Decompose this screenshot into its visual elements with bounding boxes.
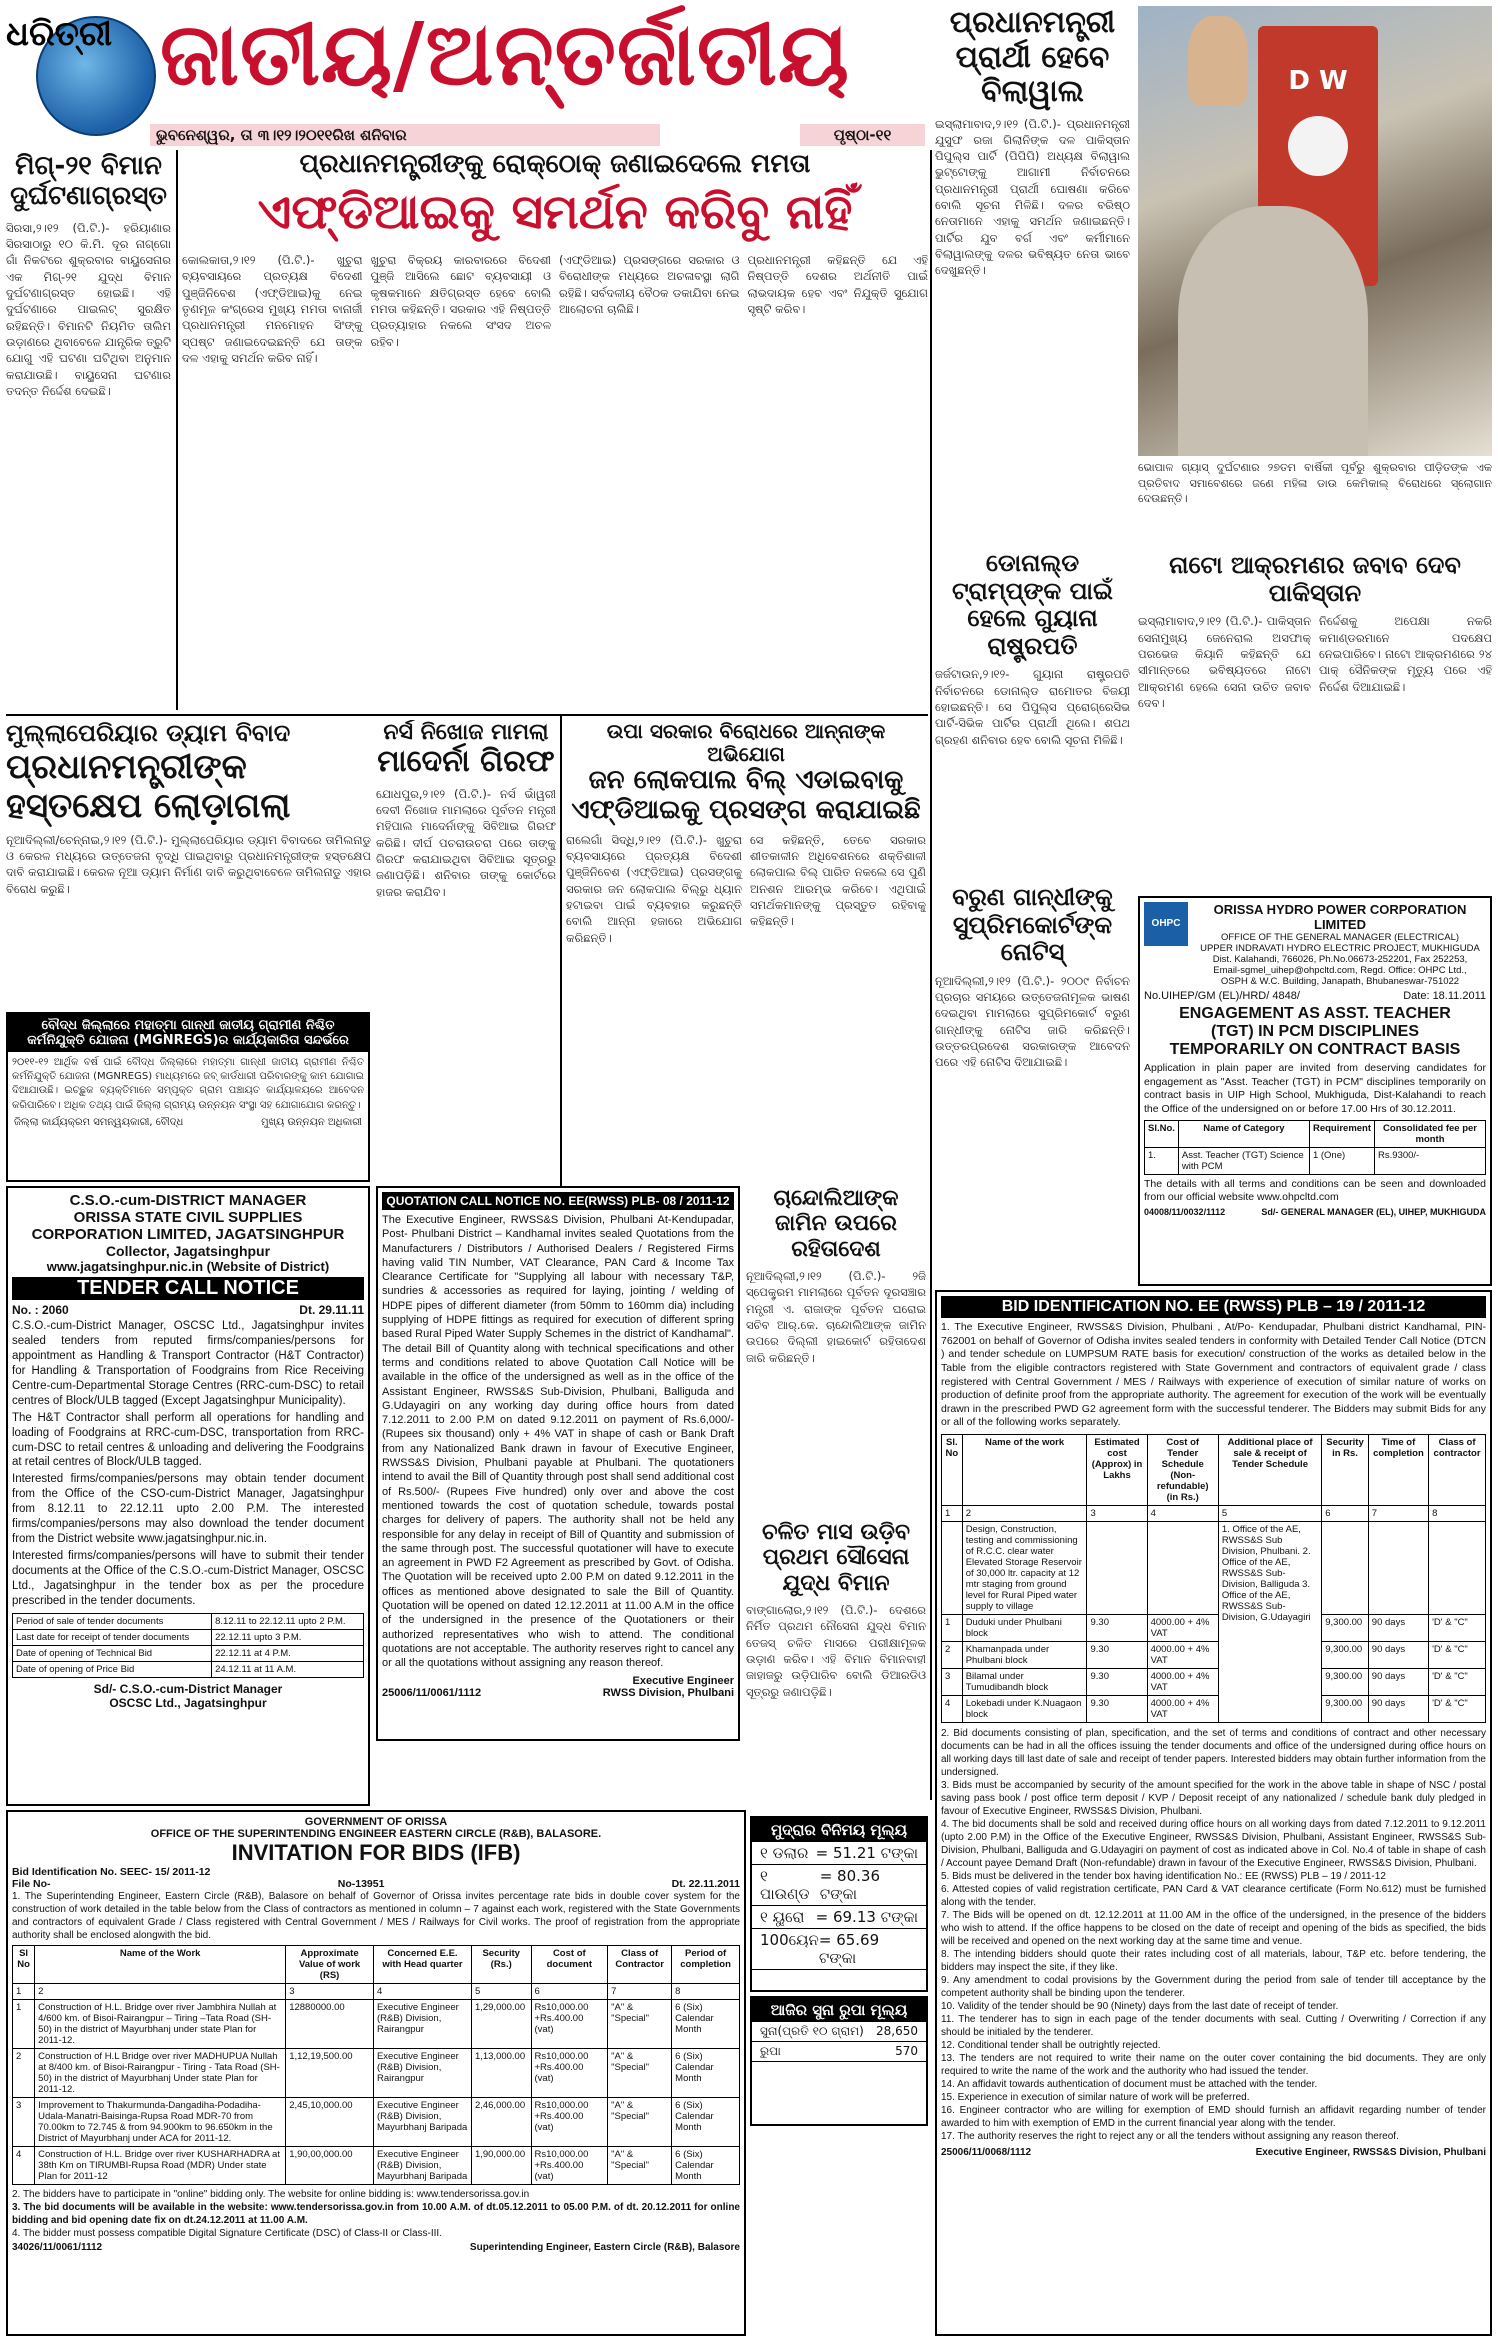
- bid-banner: BID IDENTIFICATION NO. EE (RWSS) PLB – 19 / 2011-12: [941, 1296, 1486, 1318]
- column-number: 8: [1429, 1506, 1486, 1522]
- table-cell: 9.30: [1087, 1642, 1147, 1669]
- notice-body: ୨୦୧୧-୧୨ ଆର୍ଥିକ ବର୍ଷ ପାଇଁ ବୌଦ୍ଧ ଜିଲ୍ଲାରେ ମହାତ୍ମା ଗାନ୍ଧୀ ଜାତୀୟ ଗ୍ରାମୀଣ ନିଶ୍ଚିତ କର୍ମନିଯୁକ୍ତି ଯୋଜନା (MGNREGS) ମାଧ୍ୟମରେ ଜବ୍ କାର୍ଡଧାରୀ ପରିବାରଙ୍କୁ କାମ ଯୋଗାଇ ଦିଆଯାଉଛି। ଇଚ୍ଛୁକ ବ୍ୟକ୍ତିମାନେ ସମ୍ପୃକ୍ତ ଗ୍ରାମ ପଞ୍ଚାୟତ କାର୍ଯ୍ୟାଳୟରେ ଆବେଦନ କରିପାରିବେ। ଅଧିକ ତଥ୍ୟ ପାଇଁ ଜିଲ୍ଲା ଗ୍ରାମ୍ୟ ଉନ୍ନୟନ ସଂସ୍ଥା ସହ ଯୋଗାଯୋଗ କରନ୍ତୁ।: [12, 1057, 364, 1111]
- signature-line-1: Sd/- C.S.O.-cum-District Manager: [93, 1681, 283, 1696]
- table-header: Class of Contractor: [608, 1946, 672, 1984]
- currency-value: = 51.21 ଟଙ୍କା: [815, 1844, 918, 1862]
- quotation-body: The Executive Engineer, RWSS&S Division, Phulbani At-Kendupadar, Post- Phulbani District – Kandhamal invites sealed Quotations from the Manufacturers / Distributors / Authorised Dealers / Registered Firms having valid TIN Number, VAT Clearance, PAN Card & Income Tax Clearance Certificate for "Supplying all labour with necessary T&P, sundries & accessories as required for laying, jointing / welding of HDPE pipes of different diameter (from 50mm to 160mm dia) including supplying of HDPE fittings as required for execution of different spring based Rural Piped Water Supply Schemes in the district of Kandhamal". The detail Bill of Quantity along with technical specifications and other terms and conditions related to above Quotation Call Notice will be available in the office of the undersigned as well as in the office of the Assistant Engineer, RWSS&S Sub-Division, Phulbani, Balliguda and G.Udayagiri on any working day during office hours from dated 7.12.2011 to 2.00 P.M on dated 9.12.2011 on payment of Rs.6,000/- (Rupees six thousand) only + 4% VAT in shape of cash or Bank Draft from any Nationalized Bank drawn in favour of Executive Engineer, RWSS&S Division, Phulbani payable at Phulbani. The quotationers intend to avail the Bill of Quantity through post shall send additional cost of Rs.500/- (Rupees Five hundred) only over and above the cost mentioned towards the cost of quotation schedule, towards postal charges for delivery of papers. The authority shall not be held any responsible for any delay in receipt of Bill of Quantity and submission of the same through post. The successful quotationer will have to execute an agreement in PWD F2 Agreement as prescribed by Govt. of Odisha. The Quotation will be received upto 2.00 P.M on dated 9.12.2011 in the offices as mentioned above designated to sale the Bill of Quantity. Quotation will be opened on dated 12.12.2011 at 11.00 A.M in the office of the undersigned in the presence of the Quotationers or their authorized representatives who wish to attend. The conditional quotations are not acceptable. The authority reserves right to cancel any or all the quotations without assigning any reason thereof.: [382, 1214, 735, 1670]
- bid-note: 5. Bids must be delivered in the tender box having identification No.: EE (RWSS) PLB – 19 / 2011-12: [941, 1871, 1386, 1883]
- table-header: Cost of Tender Schedule (Non-refundable) (in Rs.): [1147, 1435, 1218, 1506]
- note-2: 2. The bidders have to participate in "online" bidding only. The website for online bidding is: www.tendersorissa.gov.in: [12, 2189, 530, 2200]
- kicker: ପ୍ରଧାନମନ୍ତ୍ରୀଙ୍କୁ ରୋକ୍‌ଠୋକ୍ ଜଣାଇଦେଲେ ମମତା: [299, 150, 811, 179]
- table-cell: Last date for receipt of tender documents: [13, 1629, 212, 1645]
- column-number: 5: [471, 1984, 531, 2000]
- column-1: ରାଲେଗାଁ ସିଦ୍ଧି,୨।୧୨ (ପି.ଟି.)- ଖୁଚୁରା ବ୍ୟବସାୟରେ ପ୍ରତ୍ୟକ୍ଷ ବିଦେଶୀ ପୁଞ୍ଜିନିବେଶ (ଏଫ୍‌ଡିଆଇ) ପ୍ରସଙ୍ଗକୁ ସରକାର ଜନ ଲୋକପାଲ ବିଲ୍‌ରୁ ଧ୍ୟାନ ହଟାଇବା ପାଇଁ ବ୍ୟବହାର କରୁଛନ୍ତି ବୋଲି ଆନ୍ନା ହଜାରେ ଅଭିଯୋଗ କରିଛନ୍ତି।: [566, 832, 742, 945]
- metal-value: 570: [895, 2044, 918, 2058]
- table-cell: 9,300.00: [1322, 1615, 1369, 1642]
- table-header: Additional place of sale & receipt of Tender Schedule: [1218, 1435, 1321, 1506]
- column-number: 7: [608, 1984, 672, 2000]
- headline: ପ୍ରଧାନମନ୍ତ୍ରୀ ପ୍ରାର୍ଥୀ ହେବେ ବିଲାୱାଲ: [949, 6, 1116, 109]
- signature: Executive Engineer, RWSS&S Division, Phulbani: [1255, 2147, 1486, 2159]
- table-cell: 2,45,10,000.00: [286, 2098, 374, 2147]
- currency-label: ୧ ୟୁରୋ: [760, 1908, 805, 1926]
- table-cell: 4000.00 + 4% VAT: [1147, 1615, 1218, 1642]
- column-number: 3: [286, 1984, 374, 2000]
- quotation-call-notice: [376, 1186, 740, 1741]
- section-title: ଜାତୀୟ/ଅନ୍ତର୍ଜାତୀୟ: [160, 4, 850, 105]
- metal-value: 28,650: [876, 2024, 918, 2038]
- ifb-title: INVITATION FOR BIDS (IFB): [231, 1840, 521, 1865]
- paragraph-3: Interested firms/companies/persons may obtain tender document from the Office of the CSO-cum-District Manager, Jagatsinghpur from 8.12.11 to 22.12.11 upto 2.00 P.M. The interested firms/companies/persons may also download the tender document from the District website www.jagatsinghpur.nic.in.: [12, 1473, 364, 1546]
- ohpc-logo: OHPC: [1144, 902, 1188, 946]
- signature: Superintending Engineer, Eastern Circle (R&B), Balasore: [469, 2242, 740, 2253]
- table-cell: 4000.00 + 4% VAT: [1147, 1696, 1218, 1723]
- table-cell: 4000.00 + 4% VAT: [1147, 1642, 1218, 1669]
- table-cell: 1,90,00,000.00: [286, 2147, 374, 2185]
- signature-line-2: RWSS Division, Phulbani: [602, 1686, 734, 1699]
- tender-banner: TENDER CALL NOTICE: [12, 1277, 364, 1300]
- column-3: (ଏଫ୍‌ଡିଆଇ) ପ୍ରସଙ୍ଗରେ ସରକାର ଓ ବିରୋଧୀଙ୍କ ମଧ୍ୟରେ ଅଚଳାବସ୍ଥା ଲାଗି ରହିଛି। ସର୍ବଦଳୀୟ ବୈଠକ ଡକାଯିବା ନେଇ ଆଲୋଚନା ଚାଲିଛି।: [559, 252, 740, 316]
- column-2: ନିର୍ଦ୍ଦେଶକୁ ଅପେକ୍ଷା ନକରି କମାଣ୍ଡରମାନେ ପଦକ୍ଷେପ ନେଇପାରିବେ। ନାଟୋ ଆକ୍ରମଣରେ ୨୪ ପାକ୍ ସୈନିକଙ୍କ ମୃତ୍ୟୁ ପରେ ଏହି ନିର୍ଦ୍ଦେଶ ଦିଆଯାଇଛି।: [1319, 614, 1492, 694]
- schedule-table: [12, 1613, 364, 1678]
- heading-2: ORISSA STATE CIVIL SUPPLIES: [73, 1209, 303, 1226]
- table-cell: 'D' & "C": [1429, 1615, 1486, 1642]
- headline: ଚାନ୍ଦୋଲିଆଙ୍କ ଜାମିନ ଉପରେ ରହିତାଦେଶ: [773, 1186, 899, 1262]
- bid-note: 12. Conditional tender shall be outrightly rejected.: [941, 2040, 1161, 2052]
- address-line: OFFICE OF THE GENERAL MANAGER (ELECTRICAL): [1220, 932, 1460, 943]
- column-2: ସେ କହିଛନ୍ତି, ତେବେ ସରକାର ଶୀତକାଳୀନ ଅଧିବେଶନରେ ଶକ୍ତିଶାଳୀ ଲୋକପାଲ ବିଲ୍ ପାରିତ ନକଲେ ସେ ପୁଣି ଅନଶନ ଆରମ୍ଭ କରିବେ। ଏଥିପାଇଁ ସମର୍ଥକମାନଙ୍କୁ ପ୍ରସ୍ତୁତ ରହିବାକୁ କହିଛନ୍ତି।: [750, 832, 926, 929]
- bid-note: 13. The tenders are not required to write their name on the outer cover containing the bid documents. They are only required to write the name of the work and the authority who had issued the tender.: [941, 2053, 1486, 2078]
- heading-1: C.S.O.-cum-DISTRICT MANAGER: [69, 1192, 307, 1209]
- table-cell: Date of opening of Price Bid: [13, 1661, 212, 1677]
- table-cell: 'D' & "C": [1429, 1669, 1486, 1696]
- column-4: ପ୍ରଧାନମନ୍ତ୍ରୀ କହିଛନ୍ତି ଯେ ଏହି ନିଷ୍ପତ୍ତି ଦେଶର ଅର୍ଥନୀତି ପାଇଁ ଲାଭଦାୟକ ହେବ ଏବଂ ନିଯୁକ୍ତି ସୁଯୋଗ ସୃଷ୍ଟି କରିବ।: [747, 252, 928, 316]
- table-cell: 4: [942, 1696, 963, 1723]
- signature-line-2: OSCSC Ltd., Jagatsinghpur: [109, 1695, 267, 1710]
- table-cell: 90 days: [1368, 1642, 1428, 1669]
- column-number: 7: [1368, 1506, 1428, 1522]
- table-cell: Improvement to Thakurmunda-Dangadiha-Podadiha-Udala-Manatri-Baisinga-Rupsa Road MDR-70 from 70.00km to 72.745 & from 94.900km to 96.650km in the District of Mayurbhanj under ACA for 2011-12.: [35, 2098, 286, 2147]
- kicker: ନର୍ସ ନିଖୋଜ ମାମଲା: [383, 720, 549, 745]
- column-1: ଇସ୍‌ଲାମାବାଦ,୨।୧୨ (ପି.ଟି.)- ପାକିସ୍ତାନ ସେନାମୁଖ୍ୟ ଜେନେରାଲ ଅସଫାକ୍ ପରଭେଜ କିୟାନି କହିଛନ୍ତି ଯେ ସୀମାନ୍ତରେ ଭବିଷ୍ୟତରେ ନାଟୋ ଆକ୍ରମଣ ହେଲେ ସେନା ଉଚିତ ଜବାବ ଦେବ।: [1138, 614, 1311, 710]
- column-number: 6: [531, 1984, 608, 2000]
- currency-label: ୧ ଡଲାର: [760, 1844, 809, 1862]
- table-cell: 4000.00 + 4% VAT: [1147, 1669, 1218, 1696]
- table-cell: 1 (One): [1309, 1147, 1374, 1174]
- column-number: 8: [672, 1984, 740, 2000]
- table-cell: "A" & "Special": [608, 2098, 672, 2147]
- table-header: Consolidated fee per month: [1375, 1120, 1486, 1147]
- column-number: 2: [35, 1984, 286, 2000]
- table-header: Security (Rs.): [471, 1946, 531, 1984]
- table-cell: 22.12.11 at 4 P.M.: [212, 1645, 364, 1661]
- table-cell: Rs10,000.00 +Rs.400.00 (vat): [531, 2000, 608, 2049]
- currency-label: ୧ ପାଉଣ୍ଡ: [760, 1867, 810, 1903]
- table-cell: 90 days: [1368, 1696, 1428, 1723]
- vacancy-table: [1144, 1120, 1486, 1175]
- bid-note: 6. Attested copies of valid registration certificate, PAN Card & VAT clearance certificate (Form No.612) must be furnished along with the tender.: [941, 1884, 1486, 1909]
- metal-label: ସୁନା(ପ୍ରତି ୧୦ ଗ୍ରାମ): [760, 2024, 864, 2038]
- table-cell: 1: [942, 1615, 963, 1642]
- paragraph-2: The H&T Contractor shall perform all operations for handling and loading of Foodgrains at RRC-cum-DSC, transportation from RRC-cum-DSC to retail centres & unloading and delivering the Foodgrains at retail centres of Block/ULB tagged.: [12, 1411, 364, 1469]
- heading-3: CORPORATION LIMITED, JAGATSINGHPUR: [31, 1226, 345, 1243]
- currency-value: = 65.69 ଟଙ୍କା: [818, 1931, 880, 1967]
- table-header: Sl. No: [942, 1435, 963, 1506]
- gold-title: ଆଜିର ସୁନା ରୁପା ମୂଲ୍ୟ: [752, 1998, 926, 2022]
- table-cell: Executive Engineer (R&B) Division, Mayurbhanj Baripada: [373, 2147, 471, 2185]
- table-cell: Date of opening of Technical Bid: [13, 1645, 212, 1661]
- column-number: 3: [1087, 1506, 1147, 1522]
- article-body: ଇସ୍‌ଲାମାବାଦ,୨।୧୨ (ପି.ଟି.)- ପ୍ରଧାନମନ୍ତ୍ରୀ ଯୁସୁଫ ରଜା ଗିଲାନିଙ୍କ ଦଳ ପାକିସ୍ତାନ ପିପୁଲ୍‌ସ ପାର୍ଟି (ପିପିପି) ଅଧ୍ୟକ୍ଷ ବିଲାୱାଲ ଭୁଟ୍ଟୋଙ୍କୁ ଆଗାମୀ ନିର୍ବାଚନରେ ପ୍ରଧାନମନ୍ତ୍ରୀ ପ୍ରାର୍ଥୀ ଘୋଷଣା କରିବେ ବୋଲି ସୂଚନା ମିଳିଛି। ଦଳର ବରିଷ୍ଠ ନେତାମାନେ ଏହାକୁ ସମର୍ଥନ ଜଣାଇଛନ୍ତି। ପାର୍ଟିର ଯୁବ ବର୍ଗ ଏବଂ କର୍ମୀମାନେ ବିଲାୱାଲଙ୍କୁ ଦଳର ଭବିଷ୍ୟତ ନେତା ଭାବେ ଦେଖୁଛନ୍ତି।: [935, 116, 1130, 278]
- paragraph-1: 1. The Superintending Engineer, Eastern Circle (R&B), Balasore on behalf of Governor of Orissa invites percentage rate bids in double cover system for the construction of work detailed in the table below from the Class of contractors as mentioned in column – 7 against each work, registered with the State Governments and contractors of equivalent Grade / Class registered with Central Government / MES / Railways for Civil works. The proof of registration from the appropriate authority shall be enclosed alongwith the bid.: [12, 1891, 740, 1941]
- headline: ବରୁଣ ଗାନ୍ଧୀଙ୍କୁ ସୁପ୍ରିମକୋର୍ଟଙ୍କ ନୋଟିସ୍: [952, 884, 1113, 967]
- table-cell: Asst. Teacher (TGT) Science with PCM: [1178, 1147, 1309, 1174]
- table-cell: 'D' & "C": [1429, 1642, 1486, 1669]
- pm-candidate-story: [935, 6, 1130, 546]
- table-cell: "A" & "Special": [608, 2049, 672, 2098]
- column-2: ଖୁଚୁରା ବିକ୍ରୟ କାରବାରରେ ବିଦେଶୀ ପୁଞ୍ଜି ଆସିଲେ ଛୋଟ ବ୍ୟବସାୟୀ ଓ କୃଷକମାନେ କ୍ଷତିଗ୍ରସ୍ତ ହେବେ ବୋଲି ମମତା କହିଛନ୍ତି। ସରକାର ଏହି ନିଷ୍ପତ୍ତି ପ୍ରତ୍ୟାହାର ନକଲେ ସଂସଦ ଅଚଳ ରହିବ।: [370, 252, 551, 349]
- table-cell: 2: [13, 2049, 35, 2098]
- raised-fist: [1188, 16, 1248, 106]
- address-line: OSPH & W.C. Building, Janapath, Bhubaneswar-751022: [1220, 976, 1460, 987]
- table-cell: 9.30: [1087, 1615, 1147, 1642]
- article-body: ନୂଆଦିଲ୍ଲୀ,୨।୧୨ (ପି.ଟି.)- ୨ଜି ସ୍ପେକ୍ଟ୍ରମ ମାମଲାରେ ପୂର୍ବତନ ଦୂରସଞ୍ଚାର ମନ୍ତ୍ରୀ ଏ. ରାଜାଙ୍କ ପୂର୍ବତନ ଘରୋଇ ସଚିବ ଆର୍.କେ. ଚାନ୍ଦୋଲିଆଙ୍କ ଜାମିନ ଉପରେ ଦିଲ୍ଲୀ ହାଇକୋର୍ଟ ରହିତାଦେଶ ଜାରି କରିଛନ୍ତି।: [746, 1268, 926, 1365]
- address-line: UPPER INDRAVATI HYDRO ELECTRIC PROJECT, MUKHIGUDA: [1200, 943, 1480, 954]
- table-cell: 6 (Six) Calendar Month: [672, 2049, 740, 2098]
- varun-gandhi-story: [935, 884, 1130, 1284]
- column-number: 1: [942, 1506, 963, 1522]
- table-cell: 'D' & "C": [1429, 1696, 1486, 1723]
- reference-number: 25006/11/0061/1112: [382, 1686, 482, 1699]
- signature-left: ଜିଲ୍ଲା କାର୍ଯ୍ୟକ୍ରମ ସମନ୍ୱୟକାରୀ, ବୌଦ୍ଧ: [14, 1116, 184, 1128]
- photo-caption: ଭୋପାଳ ଗ୍ୟାସ୍ ଦୁର୍ଘଟଣାର ୨୭ତମ ବାର୍ଷିକୀ ପୂର୍ବରୁ ଶୁକ୍ରବାର ପୀଡ଼ିତଙ୍କ ଏକ ପ୍ରତିବାଦ ସମାବେଶରେ ଜଣେ ମହିଳା ଡାଉ କେମିକାଲ୍ ବିରୋଧରେ ସ୍ଲୋଗାନ ଦେଉଛନ୍ତି।: [1138, 461, 1492, 506]
- column-number: 1: [13, 1984, 35, 2000]
- table-cell: 6 (Six) Calendar Month: [672, 2098, 740, 2147]
- ifb-notice: [6, 1810, 746, 2336]
- banner-text: D W: [1288, 66, 1348, 96]
- kicker: ମୁଲ୍ଲାପେରିୟାର ଡ୍ୟାମ ବିବାଦ: [6, 720, 291, 747]
- bid-note: 15. Experience in execution of similar nature of work will be preferred.: [941, 2092, 1250, 2104]
- table-header: Cost of document: [531, 1946, 608, 1984]
- table-cell: Construction of H.L. Bridge over river KUSHARHADRA at 38th Km on TIRUMBI-Rupsa Road (MDR) Under state Plan for 2011-12: [35, 2147, 286, 2185]
- skull-icon: [1288, 116, 1348, 176]
- table-header: Sl.No.: [1145, 1120, 1179, 1147]
- newspaper-logo: [6, 6, 186, 136]
- heading-4: Collector, Jagatsinghpur: [105, 1243, 271, 1259]
- currency-value: = 80.36 ଟଙ୍କା: [819, 1867, 880, 1903]
- ifb-works-table: [12, 1945, 740, 2185]
- headline: ମିଗ୍-୨୧ ବିମାନ ଦୁର୍ଘଟଣାଗ୍ରସ୍ତ: [10, 152, 167, 211]
- ohpc-advertisement: [1138, 896, 1492, 1286]
- bid-note: 2. Bid documents consisting of plan, specification, and the set of terms and conditions of contract and other necessary documents can be had in all the offices issuing the tender documents and office of the undersigned during office hours on all working days till last date of sale and receipt of tender papers. Interested bidders may obtain further information from the undersigned.: [941, 1728, 1486, 1779]
- table-cell: Rs.9300/-: [1375, 1147, 1486, 1174]
- table-cell: 6 (Six) Calendar Month: [672, 2000, 740, 2049]
- rates-title: ମୁଦ୍ରାର ବିନିମୟ ମୂଲ୍ୟ: [752, 1818, 926, 1842]
- letter-number: No-13951: [337, 1878, 385, 1890]
- table-header: Time of completion: [1368, 1435, 1428, 1506]
- headline: ଡୋନାଲ୍ଡ ଟ୍ରାମ୍ପ୍‌ଙ୍କ ପାଇଁ ହେଲେ ଗୁୟାନା ରାଷ୍ଟ୍ରପତି: [952, 550, 1113, 660]
- column-number: 5: [1218, 1506, 1321, 1522]
- column-number: 2: [962, 1506, 1087, 1522]
- paragraph-1: 1. The Executive Engineer, RWSS&S Division, Phulbani , At/Po- Kendupadar, Phulbani district Kandhamal, PIN-762001 on behalf of Governor of Odisha invites sealed tenders in conformity with Detailed Tender Call Notice (DTCN ) and tender schedule on LUMPSUM RATE basis for execution/ construction of the works as detailed below in the Table from the eligible contractors registered with State Government and contractors of equivalent grade / class registered with Central Government / MES / Railways with experience of execution of similar nature of works on production of definite proof from the appropriate authority. The agreement for execution of the work will be eventually drawn in the prescribed PWD G2 agreement form with the successful tenderer. The Bidders may submit Bids for any or all of the following works separately.: [941, 1321, 1486, 1429]
- bid-note: 9. Any amendment to codal provisions by the Government during the period from sale of tender till acceptance by the competent authority shall be binding upon the tenderer.: [941, 1975, 1486, 2000]
- table-cell: 1.: [1145, 1147, 1179, 1174]
- table-header: Period of completion: [672, 1946, 740, 1984]
- table-cell: 8.12.11 to 22.12.11 upto 2 P.M.: [212, 1613, 364, 1629]
- mullaperiyar-story: [6, 720, 371, 1010]
- headline: ମାଦେର୍ନା ଗିରଫ: [377, 744, 555, 780]
- table-cell: "A" & "Special": [608, 2147, 672, 2185]
- guyana-story: [935, 550, 1130, 880]
- table-header: Approximate Value of work (RS): [286, 1946, 374, 1984]
- table-cell: 1,29,000.00: [471, 2000, 531, 2049]
- article-body: ନୂଆଦିଲ୍ଲୀ,୨।୧୨ (ପି.ଟି.)- ୨୦୦୯ ନିର୍ବାଚନ ପ୍ରଚାର ସମୟରେ ଉତ୍ତେଜନାମୂଳକ ଭାଷଣ ଦେଇଥିବା ମାମଲାରେ ସୁପ୍ରିମକୋର୍ଟ ବରୁଣ ଗାନ୍ଧୀଙ୍କୁ ନୋଟିସ ଜାରି କରିଛନ୍ତି। ଉତ୍ତରପ୍ରଦେଶ ସରକାରଙ୍କ ଆବେଦନ ପରେ ଏହି ନୋଟିସ ଦିଆଯାଇଛି।: [935, 973, 1130, 1070]
- table-cell: Rs10,000.00 +Rs.400.00 (vat): [531, 2098, 608, 2147]
- metal-label: ରୁପା: [760, 2044, 781, 2058]
- letter-date: Date: 18.11.2011: [1403, 990, 1486, 1002]
- headline: ନାଟୋ ଆକ୍ରମଣର ଜବାବ ଦେବ ପାକିସ୍ତାନ: [1169, 552, 1461, 607]
- column-1: କୋଲକାତା,୨।୧୨ (ପି.ଟି.)- ଖୁଚୁରା ବ୍ୟବସାୟରେ ପ୍ରତ୍ୟକ୍ଷ ବିଦେଶୀ ପୁଞ୍ଜିନିବେଶ (ଏଫ୍‌ଡିଆଇ)କୁ ନେଇ ତୃଣମୂଳ କଂଗ୍ରେସ ମୁଖ୍ୟ ମମତା ବାନାର୍ଜୀ ପ୍ରଧାନମନ୍ତ୍ରୀ ମନମୋହନ ସିଂଙ୍କୁ ସ୍ପଷ୍ଟ ଜଣାଇଦେଇଛନ୍ତି ଯେ ତାଙ୍କ ଦଳ ଏହାକୁ ସମର୍ଥନ କରିବ ନାହିଁ।: [182, 252, 363, 365]
- bid-identification: Bid Identification No. SEEC- 15/ 2011-12: [12, 1866, 211, 1878]
- bid-notes: [941, 1727, 1486, 2143]
- works-table: [941, 1434, 1486, 1723]
- bid-notice-19: [935, 1290, 1492, 2336]
- table-cell: Executive Engineer (R&B) Division, Mayurbhanj Baripada: [373, 2098, 471, 2147]
- currency-value: = 69.13 ଟଙ୍କା: [815, 1908, 918, 1926]
- table-cell: 90 days: [1368, 1669, 1428, 1696]
- dateline: ଭୁବନେଶ୍ୱର, ତା ୩।୧୨।୨୦୧୧ରିଖ ଶନିବାର: [150, 124, 660, 146]
- table-cell: 9,300.00: [1322, 1669, 1369, 1696]
- table-cell: 2: [942, 1642, 963, 1669]
- table-header: Concerned E.E. with Head quarter: [373, 1946, 471, 1984]
- table-cell: 6 (Six) Calendar Month: [672, 2147, 740, 2185]
- website-link[interactable]: www.jagatsinghpur.nic.in (Website of District): [46, 1259, 330, 1274]
- bid-note: 16. Engineer contractor who are willing for exemption of EMD should furnish an affidavit regarding number of tender awarded to him with exemption of EMD in the current financial year along with the tender.: [941, 2105, 1486, 2130]
- ad-body: Application in plain paper are invited from deserving candidates for engagement as "Asst. Teacher (TGT) in PCM" disciplines temporarily on contract basis in UIP High School, Mukhiguda, Dist-Kalahandi to reach the Office of the undersigned on or before 17.00 Hrs of 30.12.2011.: [1144, 1062, 1486, 1115]
- table-cell: 1,13,000.00: [471, 2049, 531, 2098]
- address-line: Email-sgmel_uihep@ohpcltd.com, Regd. Office: OHPC Ltd.,: [1213, 965, 1467, 976]
- table-header: Name of Category: [1178, 1120, 1309, 1147]
- table-cell: 9,300.00: [1322, 1696, 1369, 1723]
- kicker: ଉପା ସରକାର ବିରୋଧରେ ଆନ୍ନାଙ୍କ ଅଭିଯୋଗ: [606, 720, 886, 766]
- government-heading: GOVERNMENT OF ORISSA: [304, 1816, 448, 1828]
- headline: ପ୍ରଧାନମନ୍ତ୍ରୀଙ୍କ ହସ୍ତକ୍ଷେପ ଲୋଡ଼ାଗଲା: [6, 746, 291, 826]
- woman-figure: [1178, 206, 1368, 456]
- title-line-2: (TGT) IN PCM DISCIPLINES: [1211, 1023, 1419, 1040]
- table-cell: 1,12,19,500.00: [286, 2049, 374, 2098]
- table-cell: 3: [13, 2098, 35, 2147]
- quotation-banner: QUOTATION CALL NOTICE NO. EE(RWSS) PLB- 08 / 2011-12: [382, 1192, 734, 1210]
- reference-number: 34026/11/0061/1112: [12, 2242, 103, 2253]
- table-header: Requirement: [1309, 1120, 1374, 1147]
- signature-right: ମୁଖ୍ୟ ଉନ୍ନୟନ ଅଧିକାରୀ: [261, 1116, 362, 1128]
- letter-number: No.UIHEP/GM (EL)/HRD/ 4848/: [1144, 990, 1300, 1002]
- letter-date: Dt. 22.11.2011: [671, 1878, 740, 1890]
- work-description: Design, Construction, testing and commissioning of R.C.C. clear water Elevated Storage Reservoir of 30,000 ltr. capacity at 12 mtr staging from ground level for Rural Piped water supply to village: [962, 1522, 1087, 1615]
- table-cell: Construction of H.L. Bridge over river Jambhira Nullah at 4/600 km. of Bisoi-Rairangpur – Tiring –Tata Road (SH-50) in the district of Mayurbhanj under state Plan for 2011-12.: [35, 2000, 286, 2049]
- table-header: Sl No: [13, 1946, 35, 1984]
- table-cell: 4: [13, 2147, 35, 2185]
- file-number: File No-: [12, 1878, 51, 1890]
- headline: ଜନ ଲୋକପାଲ ବିଲ୍ ଏଡାଇବାକୁ ଏଫ୍‌ଡିଆଇକୁ ପ୍ରସଙ୍ଗ କରାଯାଇଛି: [571, 765, 921, 825]
- currency-rates: [750, 1816, 928, 1992]
- bid-note: 8. The intending bidders should quote their rates including cost of all materials, labour, T&P etc. before tendering, the bidders may inspect the site, if they like.: [941, 1949, 1486, 1974]
- table-cell: 12880000.00: [286, 2000, 374, 2049]
- column-number: 6: [1322, 1506, 1369, 1522]
- table-header: Name of the work: [962, 1435, 1087, 1506]
- reference-number: 04008/11/0032/1112: [1144, 1206, 1226, 1217]
- table-cell: Construction of H.L Bridge over river MADHUPUA Nullah at 8/400 km. of Bisoi-Rairangpur - Tiring - Tata Road (SH-50) in the district of Mayurbhanj Under state Plan for 2011-12.: [35, 2049, 286, 2098]
- table-cell: Duduki under Phulbani block: [962, 1615, 1087, 1642]
- paragraph-4: Interested firms/companies/persons will have to submit their tender documents at the Office of the C.S.O.-cum-District Manager, OSCSC Ltd., Jagatsinghpur in the tender box as per the procedure prescribed in the tender documents.: [12, 1550, 364, 1607]
- page-number: ପୃଷ୍ଠା-୧୧: [800, 124, 925, 146]
- article-body: ସିରସା,୨।୧୨ (ପି.ଟି.)- ହରିୟାଣାର ସିରସାଠାରୁ ୧୦ କି.ମି. ଦୂର ନାଗ୍‌ଗୋ ଗାଁ ନିକଟରେ ଶୁକ୍ରବାର ବାୟୁସେନାର ଏକ ମିଗ୍-୨୧ ଯୁଦ୍ଧ ବିମାନ ଦୁର୍ଘଟଣାଗ୍ରସ୍ତ ହୋଇଛି। ଏହି ଦୁର୍ଘଟଣାରେ ପାଇଲଟ୍ ସୁରକ୍ଷିତ ରହିଛନ୍ତି। ବିମାନଟି ନିୟମିତ ତାଲିମ ଉଡ଼ାଣରେ ଥିବାବେଳେ ଯାନ୍ତ୍ରିକ ତ୍ରୁଟି ଯୋଗୁ ଏହି ଘଟଣା ଘଟିଥିବା ଅନୁମାନ କରାଯାଉଛି। ବାୟୁସେନା ଘଟଣାର ତଦନ୍ତ ନିର୍ଦ୍ଦେଶ ଦେଇଛି।: [6, 220, 171, 399]
- lokpal-story: [566, 720, 926, 1180]
- mig-crash-story: [6, 152, 171, 712]
- title-line-1: ENGAGEMENT AS ASST. TEACHER: [1179, 1005, 1451, 1022]
- notice-title: ବୌଦ୍ଧ ଜିଲ୍ଲାରେ ମହାତ୍ମା ଗାନ୍ଧୀ ଜାତୀୟ ଗ୍ରାମୀଣ ନିଶ୍ଚିତ କର୍ମନିଯୁକ୍ତି ଯୋଜନା (MGNREGS)ର କାର୍ଯ୍ୟକାରିତା ସନ୍ଦର୍ଭରେ: [8, 1014, 368, 1052]
- bid-note: 3. Bids must be accompanied by security of the amount specified for the work in the above table in shape of NSC / postal saving pass book / post office term deposit / KVP / Deposit receipt of any nationalized / schedule bank duly pledged in favour of Executive Engineer, RWSS&S Division, Phulbani.: [941, 1780, 1486, 1818]
- bid-note: 11. The tenderer has to sign in each page of the tender documents with seal. Cutting / Overwriting / Correction if any should be initialed by the tenderer.: [941, 2014, 1486, 2039]
- column-number: 4: [373, 1984, 471, 2000]
- table-cell: Period of sale of tender documents: [13, 1613, 212, 1629]
- note-4: 4. The bidder must possess compatible Digital Signature Certificate (DSC) of Class-II or Class-III.: [12, 2228, 442, 2239]
- chandolia-story: [746, 1186, 926, 1516]
- currency-label: 100ୟେନ: [760, 1931, 819, 1949]
- table-cell: Lokebadi under K.Nuagaon block: [962, 1696, 1087, 1723]
- tender-call-notice: [6, 1186, 370, 1806]
- table-cell: 1,90,000.00: [471, 2147, 531, 2185]
- table-header: Name of the Work: [35, 1946, 286, 1984]
- table-cell: 9.30: [1087, 1696, 1147, 1723]
- table-cell: 22.12.11 upto 3 P.M.: [212, 1629, 364, 1645]
- address-line: Dist. Kalahandi, 766026, Ph.No.06673-252201, Fax 252253,: [1212, 954, 1468, 965]
- table-cell: 2,46,000.00: [471, 2098, 531, 2147]
- office-heading: OFFICE OF THE SUPERINTENDING ENGINEER EASTERN CIRCLE (R&B), BALASORE.: [150, 1828, 602, 1840]
- company-name: ORISSA HYDRO POWER CORPORATION LIMITED: [1213, 902, 1467, 932]
- table-cell: Bilamal under Tumudibandh block: [962, 1669, 1087, 1696]
- column-number: 4: [1147, 1506, 1218, 1522]
- headline: ଏଫ୍‌ଡିଆଇକୁ ସମର୍ଥନ କରିବୁ ନାହିଁ: [257, 183, 853, 240]
- article-body: ଜର୍ଜଟାଉନ,୨।୧୨- ଗୁୟାନା ରାଷ୍ଟ୍ରପତି ନିର୍ବାଚନରେ ଡୋନାଲ୍ଡ ରାମୋତର ବିଜୟୀ ହୋଇଛନ୍ତି। ସେ ପିପୁଲ୍‌ସ ପ୍ରୋଗ୍ରେସିଭ ପାର୍ଟି-ସିଭିକ ପାର୍ଟିର ପ୍ରାର୍ଥୀ ଥିଲେ। ଶପଥ ଗ୍ରହଣ ଶନିବାର ହେବ ବୋଲି ସୂଚନା ମିଳିଛି।: [935, 667, 1130, 747]
- mgnregs-notice: [6, 1012, 370, 1182]
- table-cell: Executive Engineer (R&B) Division, Rairangpur: [373, 2000, 471, 2049]
- table-cell: Rs10,000.00 +Rs.400.00 (vat): [531, 2049, 608, 2098]
- table-cell: 9,300.00: [1322, 1642, 1369, 1669]
- table-cell: Khamanpada under Phulbani block: [962, 1642, 1087, 1669]
- notice-number: No. : 2060: [12, 1303, 69, 1317]
- naval-fighter-story: [746, 1520, 926, 1810]
- bid-note: 14. An affidavit towards authentication of document must be attached with the tender.: [941, 2079, 1318, 2091]
- bid-note: 7. The Bids will be opened on dt. 12.12.2011 at 11.00 AM in the office of the undersigned, in the presence of the bidders who wish to attend. If the office happens to be closed on the date of receipt and opening of the bids as specified, the bids will be received and opened on the next working day at the same time and venue.: [941, 1910, 1486, 1948]
- table-cell: Rs10,000.00 +Rs.400.00 (vat): [531, 2147, 608, 2185]
- reference-number: 25006/11/0068/1112: [941, 2147, 1032, 2159]
- table-cell: "A" & "Special": [608, 2000, 672, 2049]
- table-header: Class of contractor: [1429, 1435, 1486, 1506]
- table-cell: 9.30: [1087, 1669, 1147, 1696]
- signature: Sd/- GENERAL MANAGER (EL), UIHEP, MUKHIGUDA: [1261, 1206, 1486, 1217]
- gold-silver-rates: [750, 1996, 928, 2126]
- nurse-story: [376, 720, 556, 1180]
- fdi-story: [182, 150, 928, 710]
- table-cell: 1: [13, 2000, 35, 2049]
- nato-story: [1138, 552, 1492, 892]
- article-body: ନୂଆଦିଲ୍ଲୀ/ଚେନ୍ନାଇ,୨।୧୨ (ପି.ଟି.)- ମୁଲ୍ଲାପେରିୟାର ଡ୍ୟାମ ବିବାଦରେ ତାମିଲନାଡୁ ଓ କେରଳ ମଧ୍ୟରେ ଉତ୍ତେଜନା ବୃଦ୍ଧି ପାଇଥିବାରୁ ପ୍ରଧାନମନ୍ତ୍ରୀଙ୍କ ହସ୍ତକ୍ଷେପ ଦାବି କରାଯାଇଛି। କେରଳ ନୂଆ ଡ୍ୟାମ ନିର୍ମାଣ ଦାବି କରୁଥିବାବେଳେ ତାମିଲନାଡୁ ଏହାର ବିରୋଧ କରୁଛି।: [6, 832, 371, 896]
- table-cell: 3: [942, 1669, 963, 1696]
- headline: ଚଳିତ ମାସ ଉଡ଼ିବ ପ୍ରଥମ ସୌସେନା ଯୁଦ୍ଧ ବିମାନ: [762, 1520, 910, 1596]
- logo-text: ଧରିତ୍ରୀ: [6, 14, 113, 54]
- table-cell: Executive Engineer (R&B) Division, Rairangpur: [373, 2049, 471, 2098]
- notice-date: Dt. 29.11.11: [299, 1303, 364, 1317]
- sale-place: 1. Office of the AE, RWSS&S Sub Division, Phulbani. 2. Office of the AE, RWSS&S Sub-Division, Balliguda 3. Office of the AE, RWSS&S Sub-Division, G.Udayagiri: [1218, 1522, 1321, 1723]
- ad-footer: The details with all terms and conditions can be seen and downloaded from our official website www.ohpcltd.com: [1144, 1177, 1486, 1204]
- table-cell: 90 days: [1368, 1615, 1428, 1642]
- bid-note: 4. The bid documents shall be sold and received during office hours on all working days from dated 7.12.2011 to 9.12.2011 (upto 2.00 P.M) in the Office of the Executive Engineer, RWSS&S Division, Phulbani, Assistant Engineer, RWSS&S Sub-Division, Phulbani, Balliguda and G.Udayagiri on payment of cost as indicated above in Col. No.4 of table in shape of cash / Account payee Demand Draft (Non-refundable) drawn in favour of the Executive Engineer, RWSS&S Division, Phulbani.: [941, 1819, 1486, 1870]
- note-3: 3. The bid documents will be available in the website: www.tendersorissa.gov.in from 10.00 A.M. of dt.05.12.2011 to 05.00 P.M. of dt. 20.12.2011 for online bidding and bid opening date fix on dt.24.12.2011 at 11.00 A.M.: [12, 2202, 740, 2226]
- bid-note: 17. The authority reserves the right to reject any or all the tenders without assigning any reason thereof.: [941, 2131, 1399, 2143]
- protest-photo: [1138, 6, 1492, 456]
- signature-line-1: Executive Engineer: [632, 1674, 734, 1687]
- bid-note: 10. Validity of the tender should be 90 (Ninety) days from the last date of receipt of tender.: [941, 2001, 1339, 2013]
- table-header: Security in Rs.: [1322, 1435, 1369, 1506]
- article-body: ବାଙ୍ଗାଲୋର,୨।୧୨ (ପି.ଟି.)- ଦେଶରେ ନିର୍ମିତ ପ୍ରଥମ ନୌସେନା ଯୁଦ୍ଧ ବିମାନ ତେଜସ୍ ଚଳିତ ମାସରେ ପରୀକ୍ଷାମୂଳକ ଉଡ଼ାଣ କରିବ। ଏହି ବିମାନ ବିମାନବାହୀ ଜାହାଜରୁ ଉଡ଼ିପାରିବ ବୋଲି ଡିଆରଡିଓ ସୂତ୍ରରୁ ଜଣାପଡ଼ିଛି।: [746, 1602, 926, 1699]
- article-body: ଯୋଧପୁର,୨।୧୨ (ପି.ଟି.)- ନର୍ସ ଭାଁୱରୀ ଦେବୀ ନିଖୋଜ ମାମଲାରେ ପୂର୍ବତନ ମନ୍ତ୍ରୀ ମହିପାଲ ମାଦେର୍ନାଙ୍କୁ ସିବିଆଇ ଗିରଫ କରିଛି। ଦୀର୍ଘ ପଚରାଉଚରା ପରେ ତାଙ୍କୁ ଗିରଫ କରାଯାଇଥିବା ସିବିଆଇ ସୂତ୍ରରୁ ଜଣାପଡ଼ିଛି। ଶନିବାର ତାଙ୍କୁ କୋର୍ଟରେ ହାଜର କରାଯିବ।: [376, 786, 556, 899]
- table-cell: 24.12.11 at 11 A.M.: [212, 1661, 364, 1677]
- title-line-3: TEMPORARILY ON CONTRACT BASIS: [1169, 1041, 1461, 1058]
- paragraph-1: C.S.O.-cum-District Manager, OSCSC Ltd., Jagatsinghpur invites sealed tenders from reputed firms/companies/persons for appointment as Handling & Transport Contractor (H&T Contractor) for Handling & Transportation of Foodgrains from Rice Receiving Centre-cum-Departmental Storage Centres (RRC-cum-DSC) to retail centres of Block/ULB tagged (Except Jagatsinghpur Municipality).: [12, 1320, 364, 1407]
- table-header: Estimated cost (Approx) in Lakhs: [1087, 1435, 1147, 1506]
